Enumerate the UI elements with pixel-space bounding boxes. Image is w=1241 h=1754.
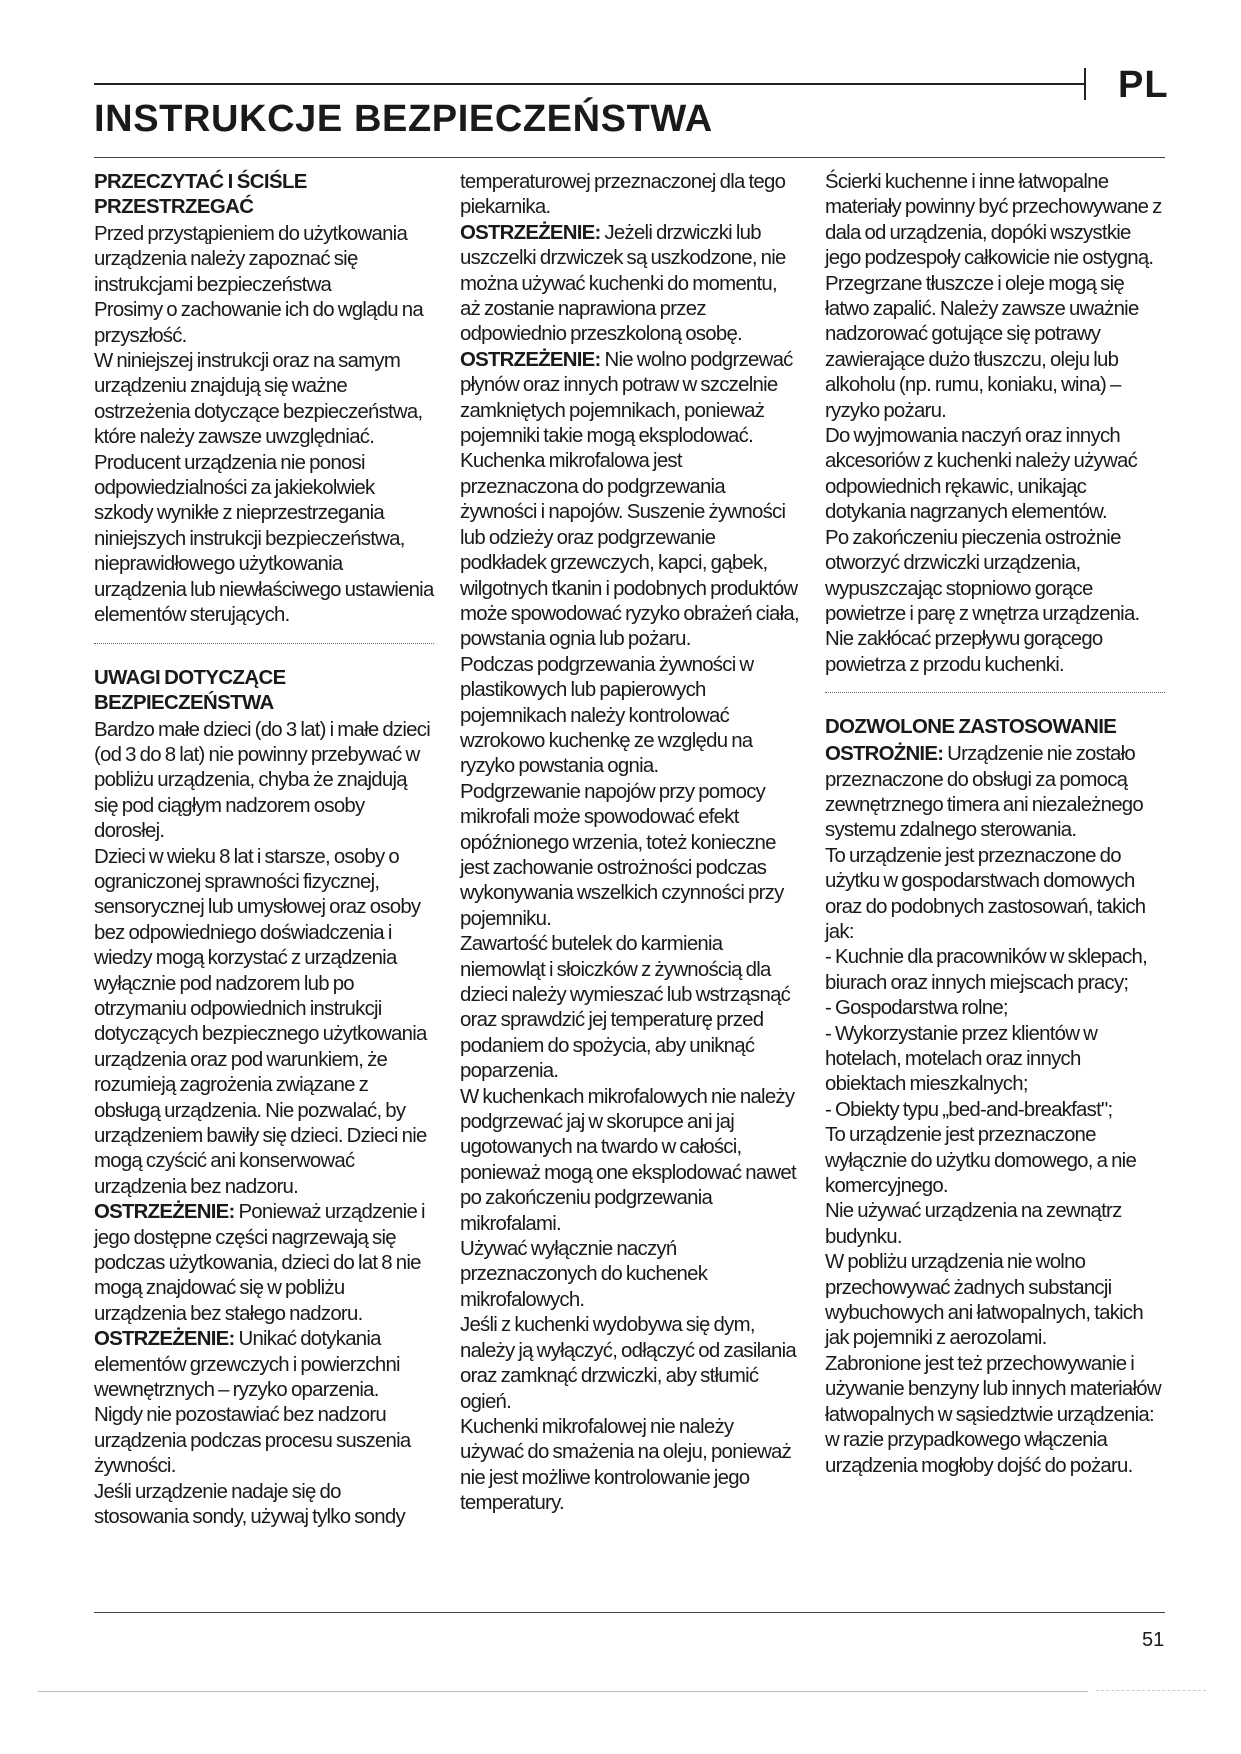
- column-1: [94, 170, 434, 1531]
- warning-paragraph: [460, 348, 800, 450]
- page-number: 51: [1142, 1629, 1165, 1651]
- paragraph: Zabronione jest też przechowywanie i używanie benzyny lub innych materiałów łatwopalnych w sąsiedztwie urządzenia: w razie przypadkowego włączenia urządzenia mogłoby dojść do pożaru.: [825, 1352, 1161, 1477]
- paragraph: Bardzo małe dzieci (do 3 lat) i małe dzieci (od 3 do 8 lat) nie powinny przebywać w pobliżu urządzenia, chyba że znajdują się pod ciągłym nadzorem osoby dorosłej.: [94, 718, 431, 843]
- paragraph: Nie używać urządzenia na zewnątrz budynku.: [825, 1200, 1122, 1248]
- warning-label: OSTRZEŻENIE:: [460, 348, 601, 371]
- section-heading-permitted-use: DOZWOLONE ZASTOSOWANIE: [825, 716, 1117, 739]
- section-heading-read-and-follow: PRZECZYTAĆ I ŚCIŚLE PRZESTRZEGAĆ: [94, 171, 307, 218]
- footer-rule: [94, 1612, 1165, 1613]
- caution-label: OSTROŻNIE:: [825, 743, 944, 766]
- section-heading-safety-notes: UWAGI DOTYCZĄCE BEZPIECZEŃSTWA: [94, 666, 286, 714]
- paragraph: Podczas podgrzewania żywności w plastikowych lub papierowych pojemnikach należy kontrolować wzrokowo kuchenkę ze względu na ryzyko powstania ognia.: [460, 653, 754, 778]
- trim-line: [38, 1691, 1088, 1692]
- paragraph: To urządzenie jest przeznaczone wyłącznie do użytku domowego, a nie komercyjnego.: [825, 1124, 1137, 1198]
- list-item: - Obiekty typu „bed-and-breakfast";: [825, 1098, 1113, 1121]
- warning-paragraph: [460, 221, 800, 348]
- paragraph: Kuchenki mikrofalowej nie należy używać do smażenia na oleju, ponieważ nie jest możliwe kontrolowanie jego temperatury.: [460, 1415, 792, 1515]
- language-code: PL: [1118, 64, 1169, 106]
- list-item: - Kuchnie dla pracowników w sklepach, biurach oraz innych miejscach pracy;: [825, 946, 1147, 994]
- paragraph: temperaturowej przeznaczonej dla tego piekarnika.: [460, 171, 786, 219]
- paragraph: Zawartość butelek do karmienia niemowląt i słoiczków z żywnością dla dzieci należy wymieszać lub wstrząsnąć oraz sprawdzić jej temperaturę przed podaniem do spożycia, aby uniknąć poparzenia.: [460, 933, 791, 1083]
- title-rule: [94, 157, 1165, 158]
- warning-label: OSTRZEŻENIE:: [94, 1328, 235, 1351]
- paragraph: Po zakończeniu pieczenia ostrożnie otworzyć drzwiczki urządzenia, wypuszczając stopniowo gorące powietrze i parę z wnętrza urządzenia. Nie zakłócać przepływu gorącego powietrza z przodu kuchenki.: [825, 526, 1140, 676]
- paragraph: W niniejszej instrukcji oraz na samym urządzeniu znajdują się ważne ostrzeżenia dotyczące bezpieczeństwa, które należy zawsze uwzględniać.: [94, 350, 423, 449]
- column-2: [460, 170, 800, 1517]
- paragraph: Do wyjmowania naczyń oraz innych akcesoriów z kuchenki należy używać odpowiednich rękawic, unikając dotykania nagrzanych elementów.: [825, 425, 1138, 524]
- warning-text: Jeżeli drzwiczki lub uszczelki drzwiczek są uszkodzone, nie można używać kuchenki do momentu, aż zostanie naprawiona przez odpowiednio przeszkoloną osobę.: [460, 221, 786, 346]
- paragraph: Ścierki kuchenne i inne łatwopalne materiały powinny być przechowywane z dala od urządzenia, dopóki wszystkie jego podzespoły całkowicie nie ostygną.: [825, 171, 1162, 270]
- warning-label: OSTRZEŻENIE:: [94, 1201, 235, 1224]
- warning-paragraph: [94, 1327, 434, 1403]
- column-3: [825, 170, 1165, 1479]
- paragraph: Prosimy o zachowanie ich do wglądu na przyszłość.: [94, 299, 423, 347]
- paragraph: Dzieci w wieku 8 lat i starsze, osoby o ograniczonej sprawności fizycznej, sensorycznej lub umysłowej oraz osoby bez odpowiedniego doświadczenia i wiedzy mogą korzystać z urządzenia wyłącznie pod nadzorem lub po otrzymaniu odpowiednich instrukcji dotyczących bezpiecznego użytkowania urządzenia oraz pod warunkiem, że rozumieją zagrożenia związane z obsługą urządzenia. Nie pozwalać, by urządzeniem bawiły się dzieci. Dzieci nie mogą czyścić ani konserwować urządzenia bez nadzoru.: [94, 845, 427, 1198]
- warning-text: Ponieważ urządzenie i jego dostępne części nagrzewają się podczas użytkowania, dzieci do lat 8 nie mogą znajdować się w pobliżu urządzenia bez stałego nadzoru.: [94, 1201, 425, 1325]
- header-top-rule: [94, 83, 1084, 85]
- warning-text: Nie wolno podgrzewać płynów oraz innych potraw w szczelnie zamkniętych pojemnikach, ponieważ pojemniki takie mogą eksplodować.: [460, 348, 793, 448]
- trim-marks: [1096, 1690, 1206, 1695]
- paragraph: To urządzenie jest przeznaczone do użytku w gospodarstwach domowych oraz do podobnych zastosowań, takich jak:: [825, 844, 1146, 943]
- caution-paragraph: [825, 742, 1165, 844]
- caution-text: Urządzenie nie zostało przeznaczone do obsługi za pomocą zewnętrznego timera ani niezależnego systemu zdalnego sterowania.: [825, 743, 1143, 842]
- list-item: - Wykorzystanie przez klientów w hotelach, motelach oraz innych obiektach mieszkalnych;: [825, 1022, 1098, 1096]
- paragraph: Używać wyłącznie naczyń przeznaczonych do kuchenek mikrofalowych.: [460, 1238, 708, 1311]
- warning-paragraph: [94, 1200, 434, 1327]
- paragraph: Przed przystąpieniem do użytkowania urządzenia należy zapoznać się instrukcjami bezpieczeństwa: [94, 223, 408, 296]
- warning-text: Unikać dotykania elementów grzewczych i powierzchni wewnętrznych – ryzyko oparzenia.: [94, 1328, 400, 1402]
- paragraph: Jeśli urządzenie nadaje się do stosowania sondy, używaj tylko sondy: [94, 1480, 405, 1529]
- paragraph: Podgrzewanie napojów przy pomocy mikrofali może spowodować efekt opóźnionego wrzenia, toteż konieczne jest zachowanie ostrożności podczas wykonywania wszelkich czynności przy pojemniku.: [460, 780, 784, 930]
- dotted-separator: [94, 643, 434, 644]
- paragraph: Jeśli z kuchenki wydobywa się dym, należy ją wyłączyć, odłączyć od zasilania oraz zamknąć drzwiczki, aby stłumić ogień.: [460, 1314, 796, 1413]
- paragraph: Przegrzane tłuszcze i oleje mogą się łatwo zapalić. Należy zawsze uważnie nadzorować gotujące się potrawy zawierające dużo tłuszczu, oleju lub alkoholu (np. rumu, koniaku, wina) – ryzyko pożaru.: [825, 272, 1139, 422]
- dotted-separator: [825, 692, 1165, 693]
- page-title: INSTRUKCJE BEZPIECZEŃSTWA: [94, 98, 713, 140]
- paragraph: Nigdy nie pozostawiać bez nadzoru urządzenia podczas procesu suszenia żywności.: [94, 1404, 411, 1478]
- list-item: - Gospodarstwa rolne;: [825, 997, 1008, 1020]
- paragraph: Producent urządzenia nie ponosi odpowiedzialności za jakiekolwiek szkody wynikłe z nieprzestrzegania niniejszych instrukcji bezpieczeństwa, nieprawidłowego użytkowania urządzenia lub niewłaściwego ustawienia elementów sterujących.: [94, 451, 434, 627]
- paragraph: W kuchenkach mikrofalowych nie należy podgrzewać jaj w skorupce ani jaj ugotowanych na twardo w całości, ponieważ mogą one eksplodować nawet po zakończeniu podgrzewania mikrofalami.: [460, 1085, 796, 1235]
- paragraph: Kuchenka mikrofalowa jest przeznaczona do podgrzewania żywności i napojów. Suszenie żywności lub odzieży oraz podgrzewanie podkładek grzewczych, kapci, gąbek, wilgotnych tkanin i podobnych produktów może spowodować ryzyko obrażeń ciała, powstania ognia lub pożaru.: [460, 450, 799, 651]
- paragraph: W pobliżu urządzenia nie wolno przechowywać żadnych substancji wybuchowych ani łatwopalnych, takich jak pojemniki z aerozolami.: [825, 1251, 1143, 1350]
- warning-label: OSTRZEŻENIE:: [460, 221, 601, 244]
- header-rule-tick: [1084, 68, 1086, 100]
